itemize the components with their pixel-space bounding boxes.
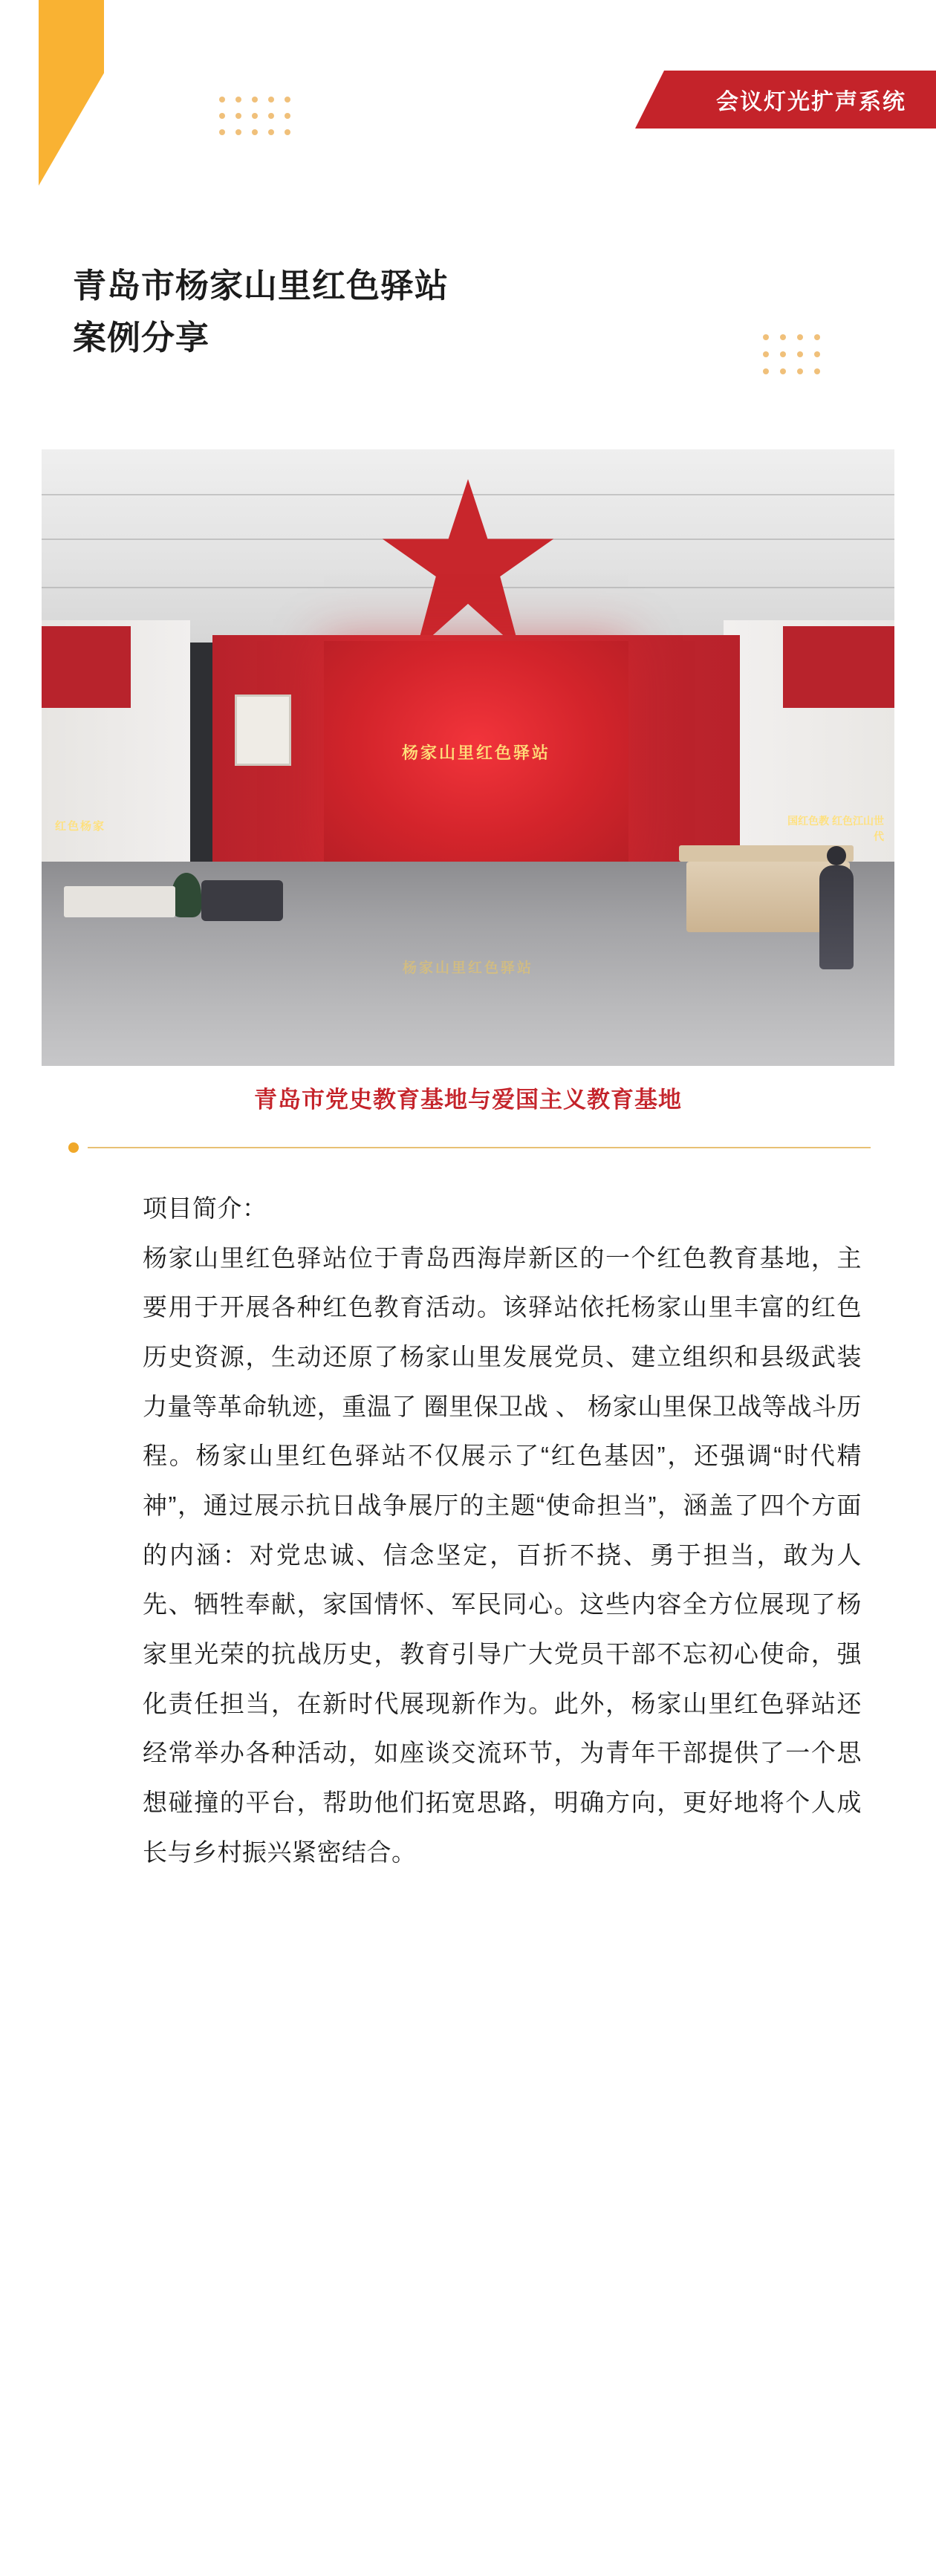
page-title [0,245,936,442]
header-category-tag [664,71,936,129]
divider-line [88,1147,871,1148]
photo-table [64,886,175,917]
article-paragraph: 杨家山里红色驿站位于青岛西海岸新区的一个红色教育基地，主要用于开展各种红色教育活动。该驿站依托杨家山里丰富的红色历史资源，生动还原了杨家山里发展党员、建立组织和县级武装力量等革命轨迹，重温了 圈里保卫战 、 杨家山里保卫战等战斗历程。杨家山里红色驿站不仅展示了“红色基因”，还强调“时代精神”，通过展示抗日战争展厅的主题“使命担当”，涵盖了四个方面的内涵：对党忠诚、信念坚定，百折不挠、勇于担当，敢为人先、牺牲奉献，家国情怀、军民同心。这些内容全方位展现了杨家里光荣的抗战历史，教育引导广大党员干部不忘初心使命，强化责任担当，在新时代展现新作为。此外，杨家山里红色驿站还经常举办各种活动，如座谈交流环节，为青年干部提供了一个思想碰撞的平台，帮助他们拓宽思路，明确方向，更好地将个人成长与乡村振兴紧密结合。 [143,1243,862,1866]
title-dot-grid [763,334,825,379]
photo-wall-frame [235,695,291,766]
photo-sofa [201,880,283,921]
photo-plant [172,873,201,917]
header-category-label: 会议灯光扩声系统 [716,90,906,114]
photo-led-screen-text: 杨家山里红色驿站 [401,744,550,763]
photo-caption: 青岛市党史教育基地与爱国主义教育基地 [254,1087,682,1113]
header-white-wedge [104,0,212,186]
photo-red-panel-right [783,626,894,842]
page-header [0,0,936,245]
article-lead: 项目简介： [143,1194,267,1222]
photo-red-panel-left [42,626,131,833]
page-title-line-1: 青岛市杨家山里红色驿站 [73,267,449,305]
page-title-line-2: 案例分享 [73,318,210,357]
photo-right-wall-text: 国红色教 红色江山世代 [787,815,884,842]
section-divider [68,1142,871,1153]
photo-floor-reflection-text: 杨家山里红色驿站 [402,960,534,976]
hero-photo [42,449,894,1066]
photo-led-screen [324,641,628,868]
header-dot-grid [219,97,295,140]
photo-person [819,865,854,969]
photo-left-wall-text: 红色杨家 [55,820,106,833]
divider-dot-icon [68,1142,79,1153]
article-body [0,1184,936,1877]
